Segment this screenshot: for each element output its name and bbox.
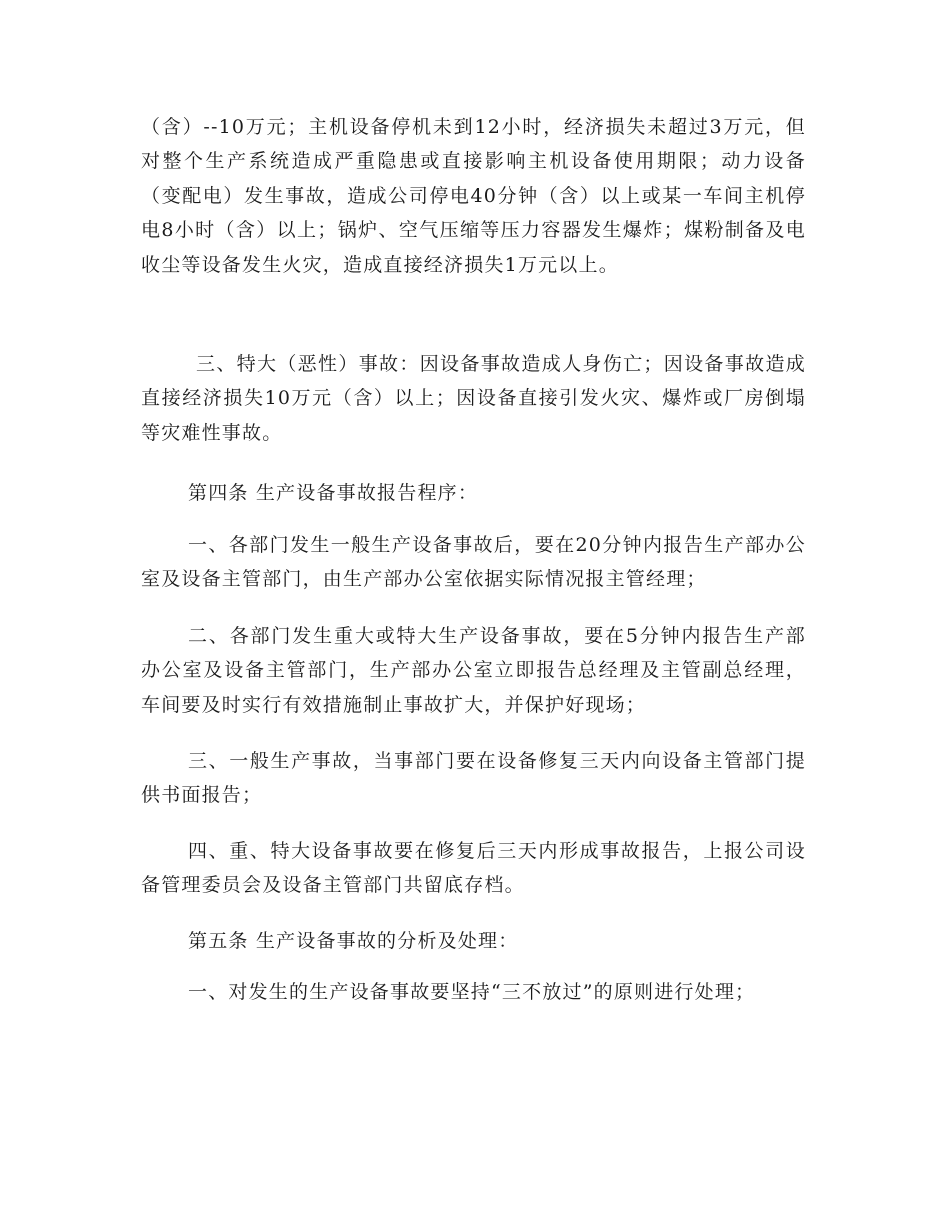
paragraph-analysis-principle: 一、对发生的生产设备事故要坚持“三不放过”的原则进行处理； [188, 981, 756, 1003]
paragraph-accident-major-continued: （含）--10万元；主机设备停机未到12小时，经济损失未超过3万元，但对整个生产系统造成严重隐患或直接影响主机设备使用期限；动力设备（变配电）发生事故，造成公司停电40分钟（含）以上或某一车间主机停电8小时（含）以上；锅炉、空气压缩等压力容器发生爆炸；煤粉制备及电收尘等设备发生火灾，造成直接经济损失1万元以上。 [141, 116, 806, 276]
paragraph-report-written: 三、一般生产事故，当事部门要在设备修复三天内向设备主管部门提供书面报告； [141, 750, 806, 807]
paragraph-report-major: 二、各部门发生重大或特大生产设备事故，要在5分钟内报告生产部办公室及设备主管部门，生产部办公室立即报告总经理及主管副总经理，车间要及时实行有效措施制止事故扩大，并保护好现场； [141, 625, 806, 716]
paragraph-accident-catastrophic: 三、特大（恶性）事故：因设备事故造成人身伤亡；因设备事故造成直接经济损失10万元（含）以上；因设备直接引发火灾、爆炸或厂房倒塌等灾难性事故。 [141, 353, 806, 444]
paragraph-report-general: 一、各部门发生一般生产设备事故后，要在20分钟内报告生产部办公室及设备主管部门，由生产部办公室依据实际情况报主管经理； [141, 534, 806, 591]
section-heading-article-4: 第四条 生产设备事故报告程序： [188, 482, 479, 504]
paragraph-report-archive: 四、重、特大设备事故要在修复后三天内形成事故报告，上报公司设备管理委员会及设备主管部门共留底存档。 [141, 840, 806, 897]
section-heading-article-5: 第五条 生产设备事故的分析及处理： [188, 930, 519, 952]
